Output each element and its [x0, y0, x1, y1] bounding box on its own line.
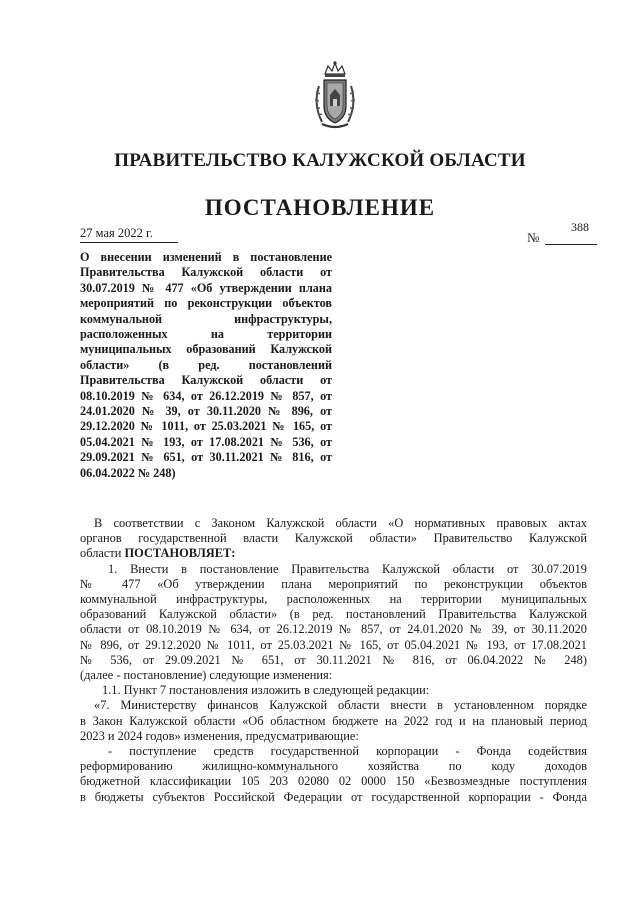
intro-line-last	[80, 546, 587, 561]
subject-line: 05.04.2021 № 193, от 17.08.2021 № 536, от	[80, 434, 332, 449]
item1-line: коммунальной инфраструктуры, расположенных на территории муниципальных	[80, 592, 587, 607]
subject-line: 08.10.2019 № 634, от 26.12.2019 № 857, от	[80, 388, 332, 403]
intro-line: органов государственной власти Калужской области» Правительство Калужской	[80, 531, 587, 546]
subject-line: Правительства Калужской области от	[80, 373, 332, 388]
item1-line: (далее - постановление) следующие изменения:	[80, 668, 333, 683]
intro-line: В соответствии с Законом Калужской области «О нормативных правовых актах	[94, 516, 587, 530]
document-type: ПОСТАНОВЛЕНИЕ	[204, 195, 436, 220]
item7-line: 2023 и 2024 годов» изменения, предусматривающие:	[80, 728, 359, 743]
subject-line: коммунальной инфраструктуры,	[80, 311, 332, 326]
bullet-line: реформированию жилищно-коммунального хозяйства по коду доходов	[80, 759, 587, 774]
intro-prefix: области	[80, 546, 125, 561]
subject-line: расположенных на территории	[80, 327, 332, 342]
item7-line: в Закон Калужской области «Об областном бюджете на 2022 год и на плановый период	[80, 713, 587, 728]
item7-line: «7. Министерству финансов Калужской области внести в установленном порядке	[94, 698, 587, 713]
subject-line: 30.07.2019 № 477 «Об утверждении плана	[80, 280, 332, 295]
item1-line: 1. Внести в постановление Правительства Калужской области от 30.07.2019	[108, 561, 587, 576]
subject-line: 29.12.2020 № 1011, от 25.03.2021 № 165, от	[80, 419, 332, 434]
decree-word: ПОСТАНОВЛЯЕТ:	[124, 546, 236, 561]
subject-line: О внесении изменений в постановление	[80, 250, 332, 264]
document-body	[80, 516, 587, 805]
item1-line: № 477 «Об утверждении плана мероприятий по реконструкции объектов	[80, 576, 587, 591]
item-1-1: 1.1. Пункт 7 постановления изложить в следующей редакции:	[102, 683, 430, 698]
subject-line: 06.04.2022 № 248)	[80, 465, 176, 480]
item1-line: образований Калужской области» (в ред. постановлений Правительства Калужской	[80, 607, 587, 622]
subject-line: 29.09.2021 № 651, от 30.11.2021 № 816, от	[80, 450, 332, 465]
subject-line: Правительства Калужской области от	[80, 265, 332, 280]
number-underline	[545, 244, 597, 245]
bullet-line: бюджетной классификации 105 203 02080 02 0000 150 «Безвозмездные поступления	[80, 774, 587, 789]
document-subject	[80, 250, 332, 481]
subject-line: муниципальных образований Калужской	[80, 342, 332, 357]
subject-line: мероприятий по реконструкции объектов	[80, 296, 332, 311]
item1-line: № 896, от 29.12.2020 № 1011, от 25.03.2021 № 165, от 05.04.2021 № 193, от 17.08.2021	[80, 637, 587, 652]
document-date: 27 мая 2022 г.	[80, 226, 178, 243]
bullet-line: - поступление средств государственной корпорации - Фонда содействия	[108, 744, 587, 759]
subject-line: 24.01.2020 № 39, от 30.11.2020 № 896, от	[80, 404, 332, 419]
number-value: 388	[571, 220, 589, 234]
item1-line: № 536, от 29.09.2021 № 651, от 30.11.2021 № 816, от 06.04.2022 № 248)	[80, 652, 587, 667]
number-sign: №	[527, 230, 540, 245]
organization-title: ПРАВИТЕЛЬСТВО КАЛУЖСКОЙ ОБЛАСТИ	[114, 150, 526, 171]
coat-of-arms-icon	[310, 60, 360, 132]
subject-line: области» (в ред. постановлений	[80, 357, 332, 372]
item1-line: области от 08.10.2019 № 634, от 26.12.2019 № 857, от 24.01.2020 № 39, от 30.11.2020	[80, 622, 587, 637]
bullet-line: в бюджеты субъектов Российской Федерации от государственной корпорации - Фонда	[80, 789, 587, 804]
